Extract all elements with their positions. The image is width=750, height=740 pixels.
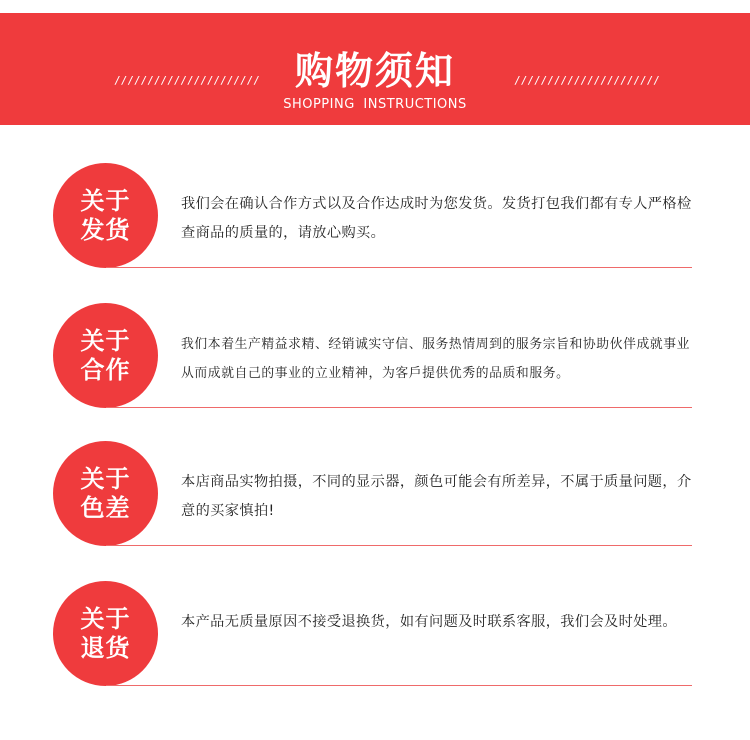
badge-line-2: 合作 <box>80 355 131 384</box>
section-badge <box>53 581 158 686</box>
section-description: 本店商品实物拍摄，不同的显示器，颜色可能会有所差异，不属于质量问题，介意的买家慎拍! <box>181 474 692 519</box>
section-cooperation <box>0 303 750 423</box>
section-divider <box>106 267 692 268</box>
section-description: 我们本着生产精益求精、经销诚实守信、服务热情周到的服务宗旨和协助伙伴成就事业从而成就自己的事业的立业精神，为客戶提供优秀的品质和服务。 <box>181 337 691 381</box>
section-divider <box>106 407 692 408</box>
badge-line-2: 退货 <box>80 633 131 662</box>
badge-line-1: 关于 <box>80 604 131 633</box>
section-divider <box>106 545 692 546</box>
badge-line-2: 发货 <box>80 215 131 244</box>
section-description: 我们会在确认合作方式以及合作达成时为您发货。发货打包我们都有专人严格检查商品的质量的，请放心购买。 <box>181 196 692 241</box>
decorative-slashes-right: ////////////////////// <box>514 74 660 87</box>
page-subtitle: SHOPPING INSTRUCTIONS <box>283 97 467 112</box>
badge-line-1: 关于 <box>80 326 131 355</box>
decorative-slashes-left: ////////////////////// <box>114 74 260 87</box>
header-banner <box>0 13 750 125</box>
badge-line-1: 关于 <box>80 186 131 215</box>
badge-line-1: 关于 <box>80 464 131 493</box>
section-shipping <box>0 163 750 283</box>
page-title: 购物须知 <box>294 49 455 93</box>
section-divider <box>106 685 692 686</box>
badge-line-2: 色差 <box>80 493 131 522</box>
section-badge <box>53 163 158 268</box>
section-color-difference <box>0 441 750 561</box>
section-returns <box>0 581 750 701</box>
section-badge <box>53 303 158 408</box>
section-description: 本产品无质量原因不接受退换货，如有问题及时联系客服，我们会及时处理。 <box>181 614 677 630</box>
section-badge <box>53 441 158 546</box>
